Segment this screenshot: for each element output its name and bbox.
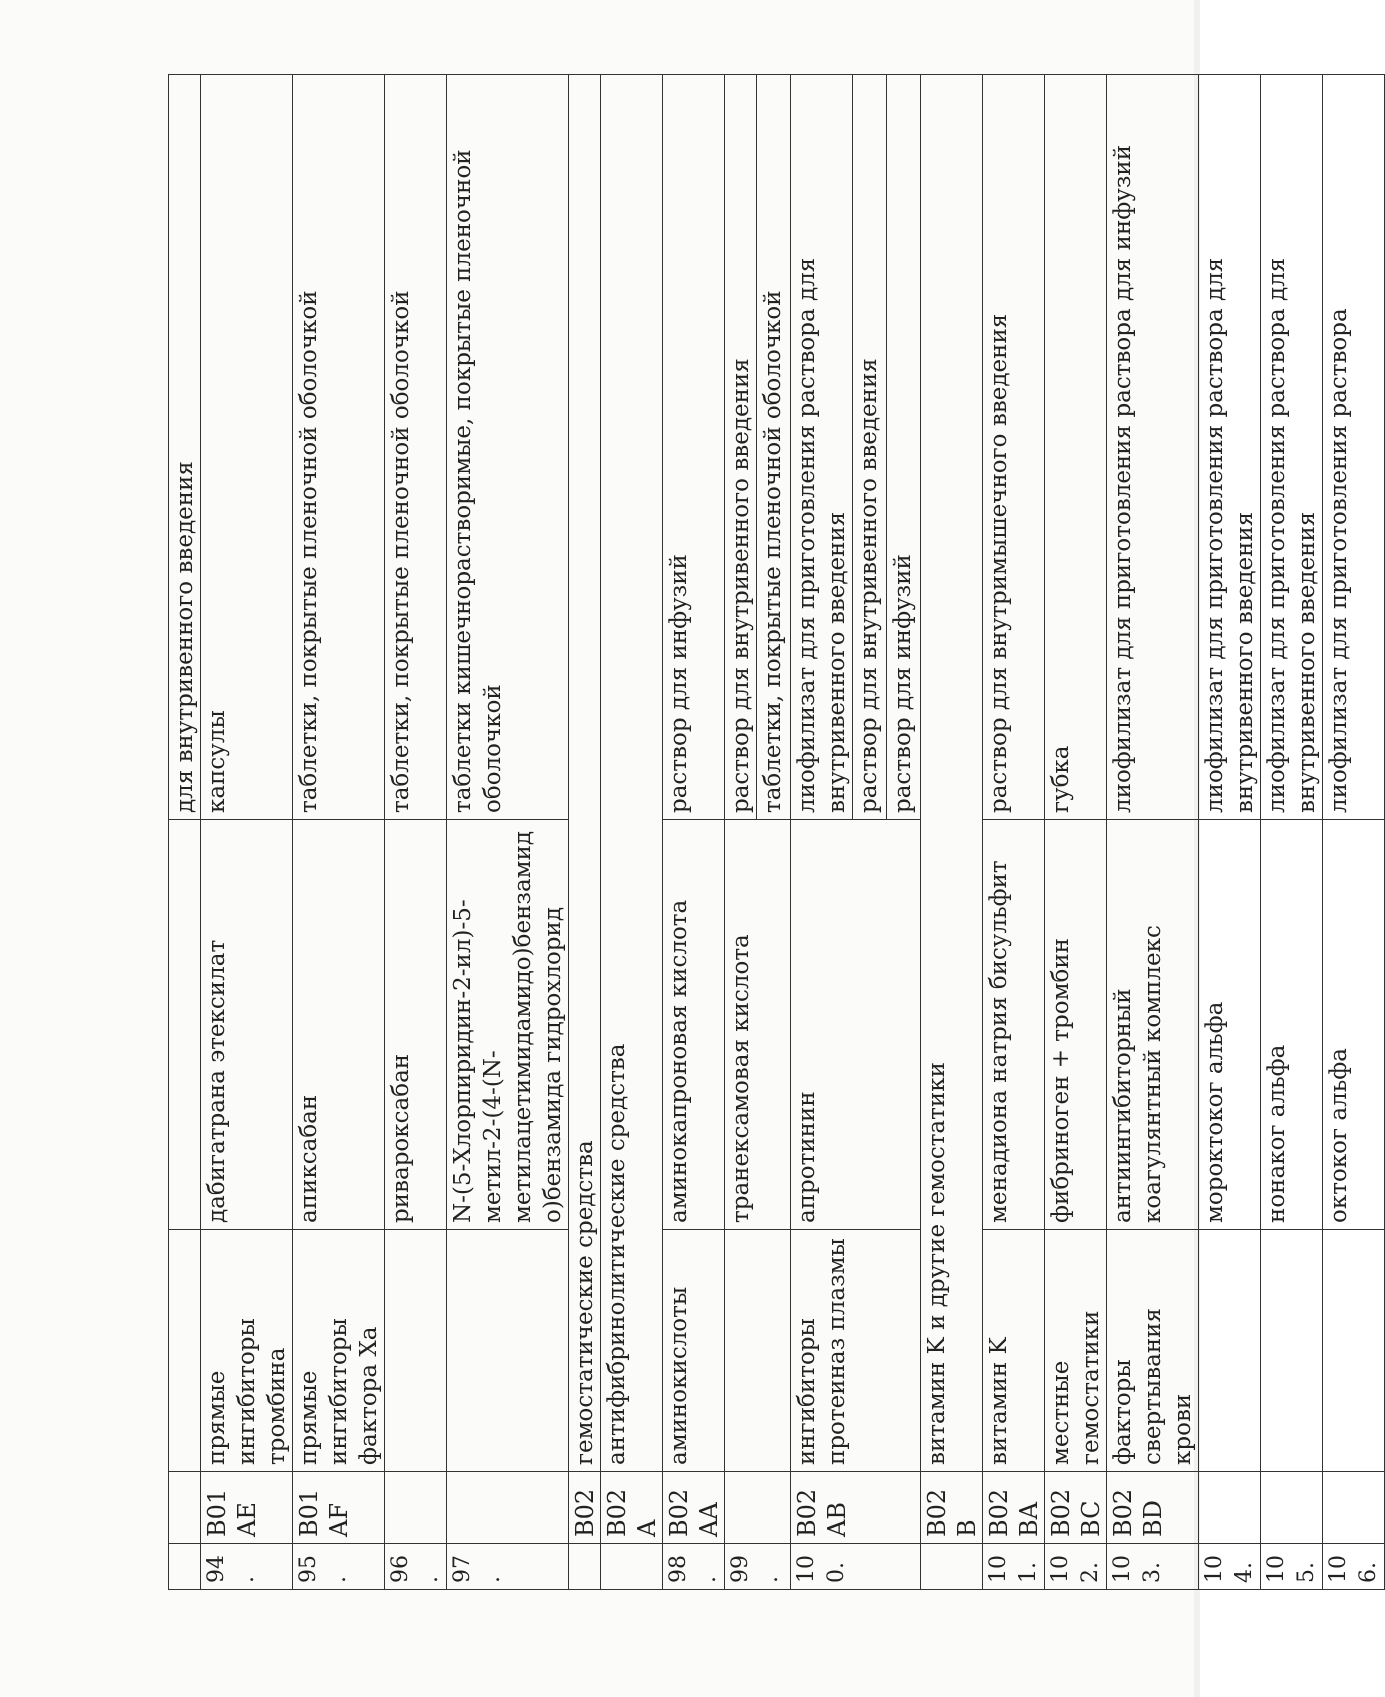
code-cell: B02BD [1107, 1472, 1199, 1544]
group-cell [447, 1230, 569, 1472]
table-row [725, 75, 757, 1590]
dosage-form-cell: раствор для внутривенного введения [725, 75, 757, 820]
dosage-form-cell: капсулы [201, 75, 293, 820]
table-row [201, 75, 293, 1590]
dosage-form-cell: таблетки, покрытые пленочной оболочкой [293, 75, 385, 820]
table-row [663, 75, 725, 1590]
num-cell: 97. [447, 1544, 569, 1590]
dosage-form-cell: губка [1045, 75, 1107, 820]
drug-cell [169, 820, 201, 1230]
num-cell [569, 1544, 601, 1590]
num-cell: 104. [1199, 1544, 1261, 1590]
section-title-cell: антифибринолитические средства [601, 75, 663, 1472]
section-title-cell: витамин K и другие гемостатики [921, 75, 983, 1472]
drug-cell: нонаког альфа [1261, 820, 1323, 1230]
code-cell: B02AA [663, 1472, 725, 1544]
code-cell: B01AE [201, 1472, 293, 1544]
num-cell [921, 1544, 983, 1590]
code-cell [1323, 1472, 1385, 1544]
num-cell: 105. [1261, 1544, 1323, 1590]
num-cell: 106. [1323, 1544, 1385, 1590]
group-cell [385, 1230, 447, 1472]
drug-cell: аминокапроновая кислота [663, 820, 725, 1230]
dosage-form-cell: лиофилизат для приготовления раствора для внутривенного введения [791, 75, 853, 820]
dosage-form-cell: лиофилизат для приготовления раствора для внутривенного введения [1261, 75, 1323, 820]
drug-cell: мороктоког альфа [1199, 820, 1261, 1230]
code-cell [169, 1472, 201, 1544]
num-cell: 102. [1045, 1544, 1107, 1590]
dosage-form-cell: таблетки кишечнорастворимые, покрытые пленочной оболочкой [447, 75, 569, 820]
num-cell [169, 1544, 201, 1590]
section-row [569, 75, 601, 1590]
code-cell [1261, 1472, 1323, 1544]
dosage-form-cell: таблетки, покрытые пленочной оболочкой [385, 75, 447, 820]
table-row [1323, 75, 1385, 1590]
code-cell: B02BC [1045, 1472, 1107, 1544]
group-cell: прямые ингибиторы фактора Xa [293, 1230, 385, 1472]
code-cell [1199, 1472, 1261, 1544]
code-cell: B02A [601, 1472, 663, 1544]
table-row [1045, 75, 1107, 1590]
drug-cell: менадиона натрия бисульфит [983, 820, 1045, 1230]
table-row [385, 75, 447, 1590]
dosage-form-cell: раствор для внутривенного введения [853, 75, 887, 820]
group-cell [1261, 1230, 1323, 1472]
drug-cell: апротинин [791, 820, 921, 1230]
table-row [293, 75, 385, 1590]
section-row [921, 75, 983, 1590]
dosage-form-cell: раствор для внутримышечного введения [983, 75, 1045, 820]
dosage-form-cell: раствор для инфузий [663, 75, 725, 820]
num-cell: 99. [725, 1544, 791, 1590]
continuation-form-cell: для внутривенного введения [169, 75, 201, 820]
num-cell: 103. [1107, 1544, 1199, 1590]
table-body [201, 75, 1385, 1590]
group-cell [725, 1230, 791, 1472]
group-cell: местные гемостатики [1045, 1230, 1107, 1472]
table-row [791, 75, 853, 1590]
group-cell: витамин K [983, 1230, 1045, 1472]
drug-cell: октоког альфа [1323, 820, 1385, 1230]
drug-cell: фибриноген + тромбин [1045, 820, 1107, 1230]
num-cell: 95. [293, 1544, 385, 1590]
drug-cell: N-(5-Хлорпиридин-2-ил)-5-метил-2-(4-(N-метилацетимидамидо)бензамидо)бензамида гидрохлорид [447, 820, 569, 1230]
section-title-cell: гемостатические средства [569, 75, 601, 1472]
dosage-form-cell: раствор для инфузий [887, 75, 921, 820]
drug-cell: антиингибиторный коагулянтный комплекс [1107, 820, 1199, 1230]
drug-cell: ривароксабан [385, 820, 447, 1230]
section-row [601, 75, 663, 1590]
code-cell: B02 [569, 1472, 601, 1544]
rotated-table-wrapper [168, 75, 1381, 1590]
table-row [447, 75, 569, 1590]
code-cell [385, 1472, 447, 1544]
table-row [1199, 75, 1261, 1590]
group-cell [169, 1230, 201, 1472]
drug-table [168, 74, 1385, 1590]
table-row [1261, 75, 1323, 1590]
dosage-form-cell: лиофилизат для приготовления раствора для внутривенного введения [1199, 75, 1261, 820]
group-cell: прямые ингибиторы тромбина [201, 1230, 293, 1472]
table-row [983, 75, 1045, 1590]
drug-cell: апиксабан [293, 820, 385, 1230]
num-cell: 98. [663, 1544, 725, 1590]
group-cell [1199, 1230, 1261, 1472]
num-cell [601, 1544, 663, 1590]
group-cell: ингибиторы протеиназ плазмы [791, 1230, 921, 1472]
code-cell [447, 1472, 569, 1544]
group-cell: факторы свертывания крови [1107, 1230, 1199, 1472]
dosage-form-cell: таблетки, покрытые пленочной оболочкой [757, 75, 791, 820]
num-cell: 101. [983, 1544, 1045, 1590]
code-cell: B01AF [293, 1472, 385, 1544]
group-cell [1323, 1230, 1385, 1472]
table-row [1107, 75, 1199, 1590]
num-cell: 94. [201, 1544, 293, 1590]
code-cell: B02AB [791, 1472, 921, 1544]
code-cell: B02B [921, 1472, 983, 1544]
group-cell: аминокислоты [663, 1230, 725, 1472]
drug-cell: транексамовая кислота [725, 820, 791, 1230]
num-cell: 100. [791, 1544, 921, 1590]
drug-cell: дабигатрана этексилат [201, 820, 293, 1230]
dosage-form-cell: лиофилизат для приготовления раствора для инфузий [1107, 75, 1199, 820]
code-cell: B02BA [983, 1472, 1045, 1544]
continuation-row [169, 75, 201, 1590]
num-cell: 96. [385, 1544, 447, 1590]
code-cell [725, 1472, 791, 1544]
dosage-form-cell: лиофилизат для приготовления раствора [1323, 75, 1385, 820]
